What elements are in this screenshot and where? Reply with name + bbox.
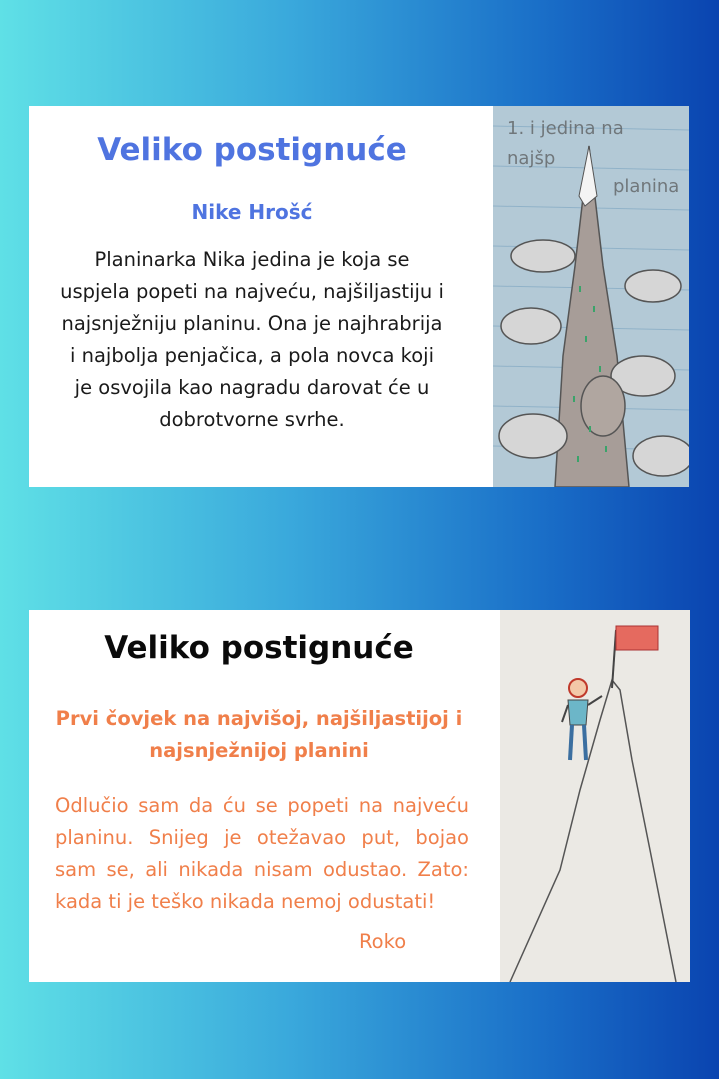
- author-signature: Roko: [359, 930, 407, 953]
- card-body-text: Odlučio sam da ću se popeti na najveću planinu. Snijeg je otežavao put, bojao sam se, ali nikada nisam odustao. Zato: kada ti je teško nikada nemoj odustati!: [55, 794, 469, 913]
- achievement-card-roko: [29, 610, 690, 982]
- card-title: Veliko postignuće: [104, 630, 414, 666]
- climber-drawing-image: [500, 610, 690, 982]
- card-title: Veliko postignuće: [97, 132, 407, 168]
- svg-text:1. i jedina na: 1. i jedina na: [507, 118, 624, 139]
- card-subtitle: Nike Hrošć: [191, 200, 313, 224]
- card-body-text: Planinarka Nika jedina je koja se uspjela popeti na najveću, najšiljastiju i najsnježniju planinu. Ona je najhrabrija i najbolja penjačica, a pola novca koji je osvojila kao nagradu darovat će u dobrotvorne svrhe.: [60, 248, 444, 431]
- card-subtitle: Prvi čovjek na najvišoj, najšiljastijoj i najsnježnijoj planini: [55, 707, 463, 762]
- achievement-card-nika: [29, 106, 689, 487]
- mountain-drawing-image: [493, 106, 689, 487]
- svg-text:planina: planina: [613, 176, 680, 197]
- svg-text:najšp: najšp: [507, 148, 556, 169]
